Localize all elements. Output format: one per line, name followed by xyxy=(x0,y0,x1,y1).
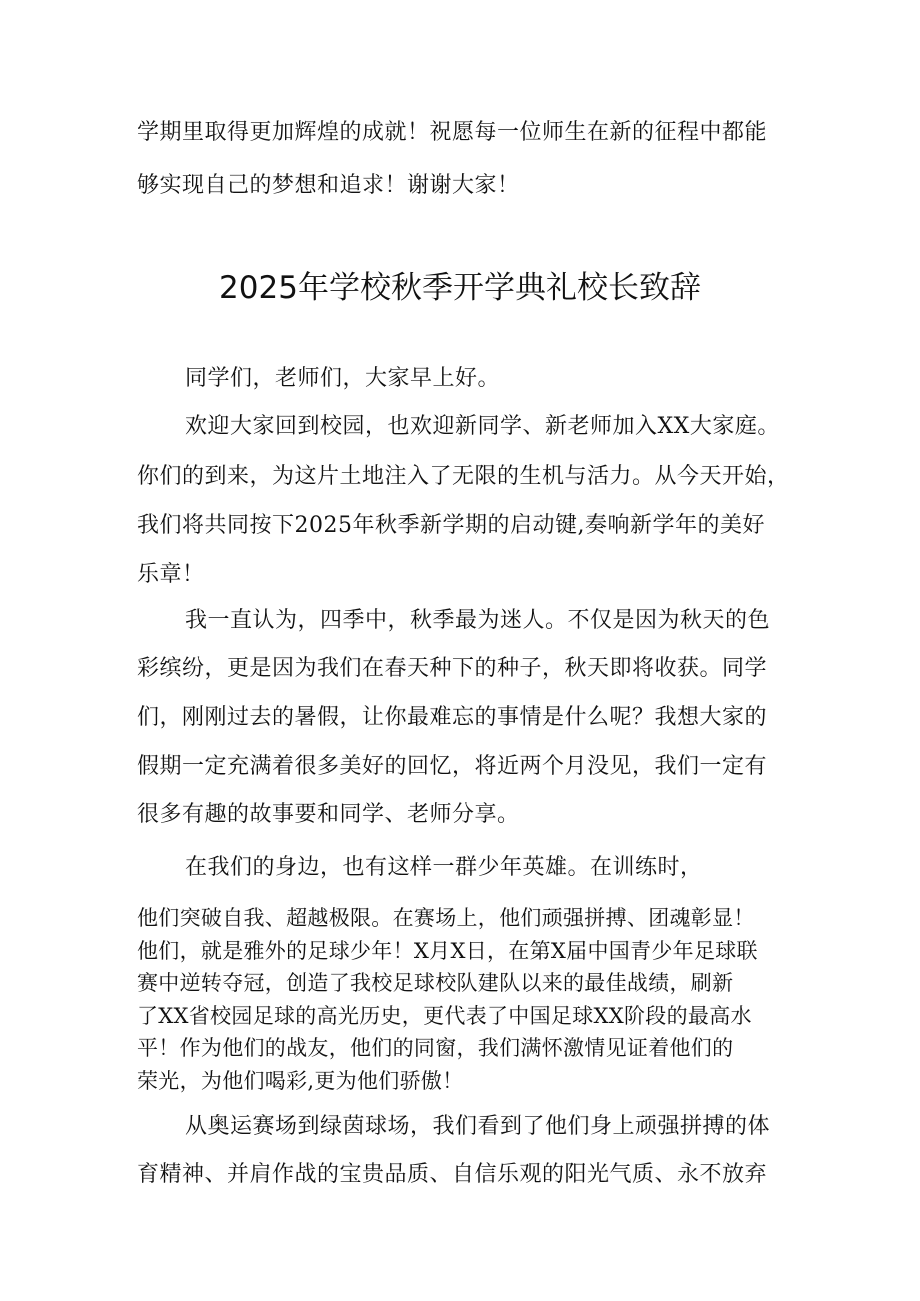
paragraph-line: 我们将共同按下2025年秋季新学期的启动键,奏响新学年的美好 xyxy=(137,513,765,538)
paragraph-line: 从奥运赛场到绿茵球场，我们看到了他们身上顽强拼搏的体 xyxy=(185,1114,771,1139)
paragraph-line: 学期里取得更加辉煌的成就！祝愿每一位师生在新的征程中都能 xyxy=(137,120,768,145)
paragraph-line: 乐章！ xyxy=(137,562,205,587)
paragraph-line: 假期一定充满着很多美好的回忆，将近两个月没见，我们一定有 xyxy=(137,754,768,779)
paragraph-line: 育精神、并肩作战的宝贵品质、自信乐观的阳光气质、永不放弃 xyxy=(137,1162,768,1187)
paragraph-line: 彩缤纷，更是因为我们在春天种下的种子，秋天即将收获。同学 xyxy=(137,656,768,681)
paragraph-line: 很多有趣的故事要和同学、老师分享。 xyxy=(137,802,520,827)
document-title: 2025年学校秋季开学典礼校长致辞 xyxy=(219,270,701,306)
paragraph-line: 赛中逆转夺冠，创造了我校足球校队建队以来的最佳战绩，刷新 xyxy=(137,971,734,995)
paragraph-line: 够实现自己的梦想和追求！谢谢大家！ xyxy=(137,173,520,198)
paragraph-line: 欢迎大家回到校园，也欢迎新同学、新老师加入XX大家庭。 xyxy=(185,414,780,439)
paragraph-line: 了XX省校园足球的高光历史，更代表了中国足球XX阶段的最高水 xyxy=(137,1004,752,1028)
paragraph-line: 我一直认为，四季中，秋季最为迷人。不仅是因为秋天的色 xyxy=(185,608,771,633)
paragraph-line: 你们的到来，为这片土地注入了无限的生机与活力。从今天开始， xyxy=(137,464,790,489)
paragraph-line: 荣光，为他们喝彩,更为他们骄傲！ xyxy=(137,1069,464,1093)
greeting-line: 同学们，老师们，大家早上好。 xyxy=(185,366,501,391)
paragraph-line: 们，刚刚过去的暑假，让你最难忘的事情是什么呢？我想大家的 xyxy=(137,705,768,730)
paragraph-line: 在我们的身边，也有这样一群少年英雄。在训练时， xyxy=(185,855,703,880)
paragraph-line: 平！作为他们的战友，他们的同窗，我们满怀激情见证着他们的 xyxy=(137,1036,734,1060)
paragraph-line: 他们，就是雅外的足球少年！X月X日，在第X届中国青少年足球联 xyxy=(137,939,758,963)
paragraph-line: 他们突破自我、超越极限。在赛场上，他们顽强拼搏、团魂彰显！ xyxy=(137,906,755,930)
